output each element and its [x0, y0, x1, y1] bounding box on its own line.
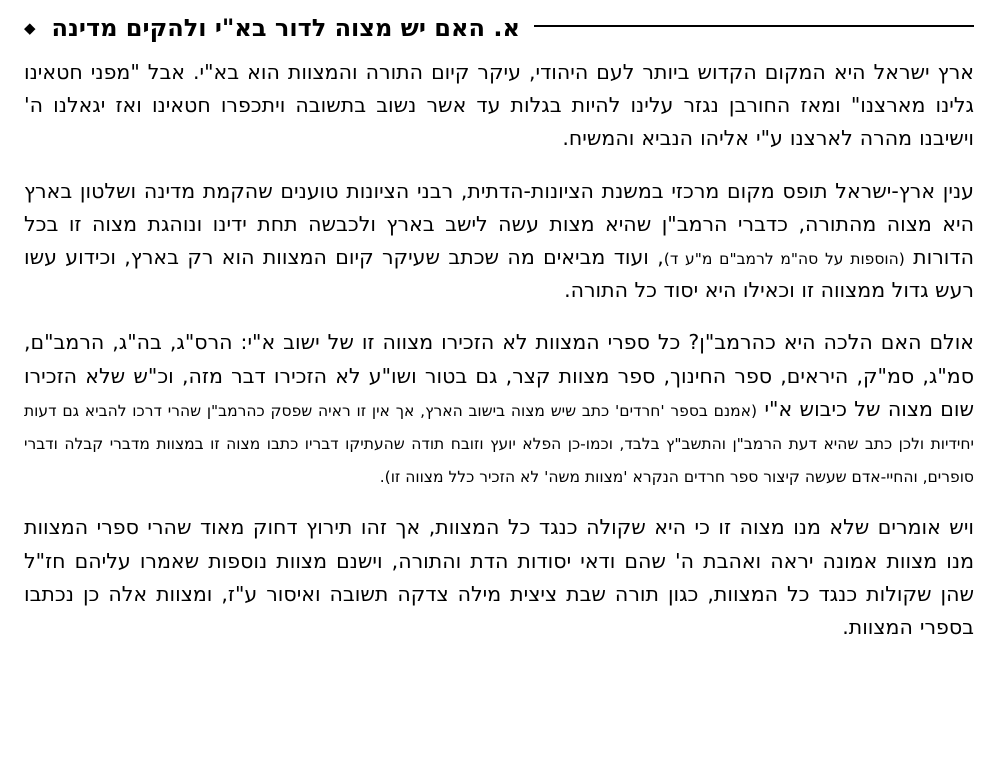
paragraph-4: ויש אומרים שלא מנו מצוה זו כי היא שקולה כנגד כל המצוות, אך זהו תירוץ דחוק מאוד שהרי ספרי המצוות מנו מצוות אמונה יראה ואהבת ה' שהם ודאי יסודות הדת והתורה, וישנם מצוות נוספות שאמרו עליהם חז"ל שהן שקולות כנגד כל המצוות, כגון תורה שבת ציצית מילה צדקה תשובה ואיסור ע"ז, ומצוות אלה כן נכתבו בספרי המצוות.	[24, 515, 974, 640]
heading-rule	[534, 25, 974, 27]
paragraph-2-citation: (הוספות על סה"מ לרמב"ם מ"ע ד)	[663, 250, 905, 269]
diamond-bullet-icon: ◆	[24, 18, 36, 37]
page-title: א. האם יש מצוה לדור בא"י ולהקים מדינה	[51, 14, 520, 42]
paragraph-2-text-a: ענין ארץ-ישראל תופס מקום מרכזי במשנת הציונות-הדתית, רבני הציונות טוענים שהקמת מדינה ושלטון בארץ היא מצוה מהתורה, כדברי הרמב"ן שהיא מצות עשה לישב בארץ ולכבשה תחת ידינו ונוהגת מצוה זו בכל הדורות	[24, 178, 974, 270]
section-heading	[24, 14, 974, 42]
paragraph-3-footnote: (אמנם בספר 'חרדים' כתב שיש מצוה בישוב הארץ, אך אין זו ראיה שפסק כהרמב"ן שהרי דרכו להביא גם דעות יחידיות ולכן כתב שהיא דעת הרמב"ן והתשב"ץ בלבד, וכמו-כן הפלא יועץ וזובח תודה שהעתיקו דבריו כתבו מצוה זו במצוות מדברי קבלה ודברי סופרים, והחיי-אדם שעשה קיצור ספר חרדים הנקרא 'מצוות משה' לא הזכיר כלל מצווה זו).	[24, 401, 974, 487]
paragraph-3-text-a: אולם האם הלכה היא כהרמב"ן? כל ספרי המצוות לא הזכירו מצווה זו של ישוב א"י: הרס"ג, בה"ג, הרמב"ם, סמ"ג, סמ"ק, היראים, ספר החינוך, ספר מצוות קצר, גם בטור ושו"ע לא הזכירו דבר מזה, וכ"ש שלא הזכירו שום מצוה של כיבוש א"י	[24, 330, 974, 421]
paragraph-2-text-b: , ועוד מביאים מה שכתב שעיקר קיום המצוות הוא רק בארץ, וכידוע עשו רעש גדול ממצווה זו וכאילו היא יסוד כל התורה.	[24, 245, 974, 303]
paragraph-3	[24, 326, 974, 492]
paragraph-1: ארץ ישראל היא המקום הקדוש ביותר לעם היהודי, עיקר קיום התורה והמצוות הוא בא"י. אבל "מפני חטאינו גלינו מארצנו" ומאז החורבן נגזר עלינו להיות בגלות עד אשר נשוב בתשובה ויתכפרו חטאינו ואז יגאלנו ה' וישיבנו מהרה לארצנו ע"י אליהו הנביא והמשיח.	[24, 60, 974, 151]
paragraph-2	[24, 175, 974, 308]
